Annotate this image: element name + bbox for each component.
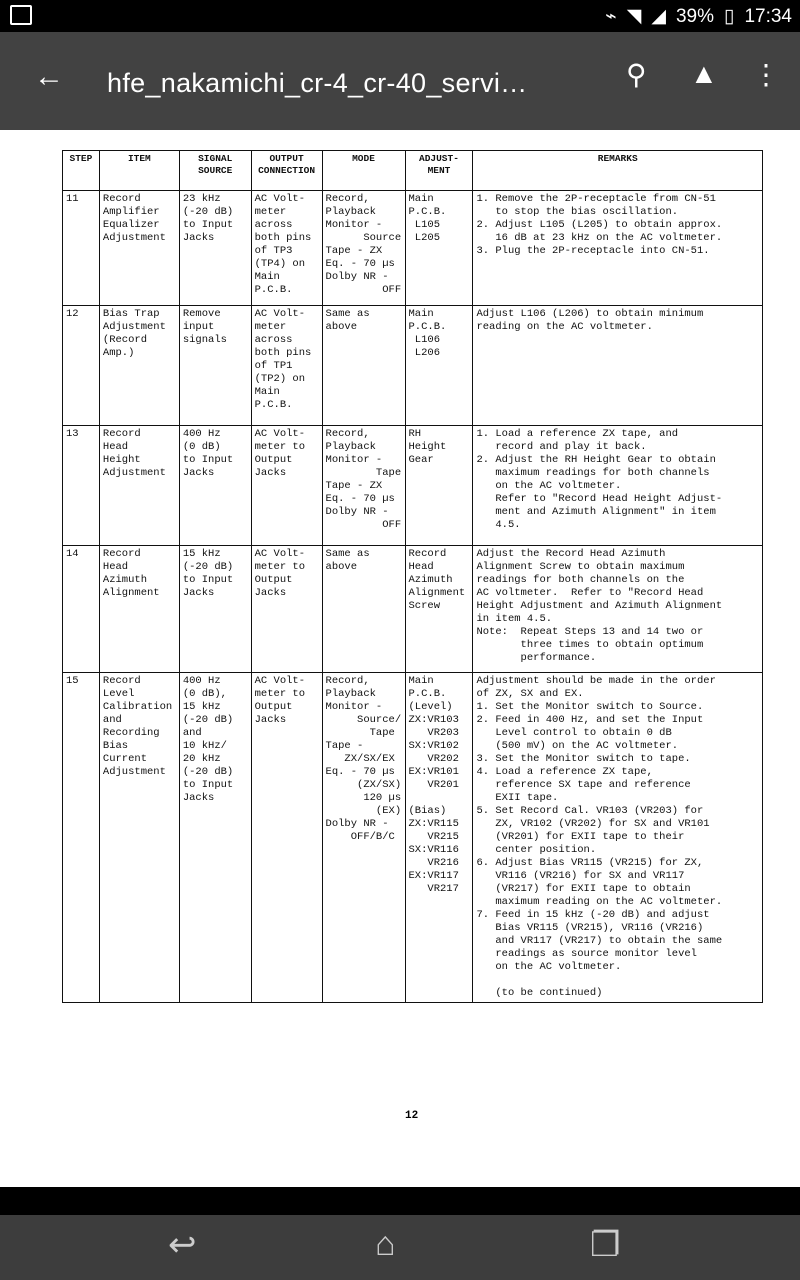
table-cell: Record Head Azimuth Alignment xyxy=(99,546,179,673)
table-cell: Record, Playback Monitor - Source Tape - ZX Eq. - 70 µs Dolby NR - OFF xyxy=(322,191,405,306)
column-header: REMARKS xyxy=(473,151,763,191)
table-cell: 15 kHz (-20 dB) to Input Jacks xyxy=(179,546,251,673)
table-cell: Record Head Azimuth Alignment Screw xyxy=(405,546,473,673)
back-nav-icon[interactable]: ↩ xyxy=(168,1226,197,1264)
table-row xyxy=(63,191,763,306)
table-cell: Record, Playback Monitor - Tape Tape - ZX Eq. - 70 µs Dolby NR - OFF xyxy=(322,426,405,546)
table-cell: Same as above xyxy=(322,546,405,673)
wifi-icon: ◥ xyxy=(626,6,642,27)
table-cell: Adjust the Record Head Azimuth Alignment Screw to obtain maximum readings for both channels on the AC voltmeter. Refer to "Record Head Height Adjustment and Azimuth Alignment in item 4.5. Note: Repeat Steps 13 and 14 two or three times to obtain optimum performance. xyxy=(473,546,763,673)
table-row xyxy=(63,426,763,546)
gallery-notification-icon xyxy=(10,5,32,25)
app-bar xyxy=(0,32,800,130)
table-cell: Adjust L106 (L206) to obtain minimum reading on the AC voltmeter. xyxy=(473,306,763,426)
table-cell: Record, Playback Monitor - Source/ Tape Tape - ZX/SX/EX Eq. - 70 µs (ZX/SX) 120 µs (EX) Dolby NR - OFF/B/C xyxy=(322,673,405,1003)
table-cell: 11 xyxy=(63,191,100,306)
table-cell: AC Volt- meter to Output Jacks xyxy=(251,426,322,546)
column-header: MODE xyxy=(322,151,405,191)
signal-icon: ◢ xyxy=(651,6,666,27)
table-row xyxy=(63,546,763,673)
table-cell: Main P.C.B. L106 L206 xyxy=(405,306,473,426)
home-nav-icon[interactable]: ⌂ xyxy=(375,1225,396,1263)
table-cell: 1. Remove the 2P-receptacle from CN-51 to stop the bias oscillation. 2. Adjust L105 (L205) to obtain approx. 16 dB at 23 kHz on the AC voltmeter. 3. Plug the 2P-receptacle into CN-51. xyxy=(473,191,763,306)
table-cell: Same as above xyxy=(322,306,405,426)
battery-percent: 39% xyxy=(675,5,714,27)
table-cell: AC Volt- meter to Output Jacks xyxy=(251,546,322,673)
table-cell: AC Volt- meter to Output Jacks xyxy=(251,673,322,1003)
column-header: ITEM xyxy=(99,151,179,191)
table-cell: Main P.C.B. (Level) ZX:VR103 VR203 SX:VR102 VR202 EX:VR101 VR201 (Bias) ZX:VR115 VR215 SX:VR116 VR216 EX:VR117 VR217 xyxy=(405,673,473,1003)
overflow-menu-icon[interactable]: ⋮ xyxy=(752,59,780,90)
table-cell: Main P.C.B. L105 L205 xyxy=(405,191,473,306)
adjustment-table xyxy=(62,150,763,1003)
table-cell: Record Amplifier Equalizer Adjustment xyxy=(99,191,179,306)
table-row xyxy=(63,673,763,1003)
table-cell: AC Volt- meter across both pins of TP1 (TP2) on Main P.C.B. xyxy=(251,306,322,426)
column-header: ADJUST- MENT xyxy=(405,151,473,191)
divider xyxy=(0,1187,800,1215)
table-cell: Bias Trap Adjustment (Record Amp.) xyxy=(99,306,179,426)
drive-add-icon[interactable]: ▲ xyxy=(690,58,718,89)
table-cell: Record Level Calibration and Recording Bias Current Adjustment xyxy=(99,673,179,1003)
table-cell: Remove input signals xyxy=(179,306,251,426)
status-bar xyxy=(0,0,800,32)
recents-nav-icon[interactable]: ❐ xyxy=(590,1226,621,1264)
column-header: SIGNAL SOURCE xyxy=(179,151,251,191)
table-cell: 15 xyxy=(63,673,100,1003)
table-row xyxy=(63,306,763,426)
table-cell: AC Volt- meter across both pins of TP3 (TP4) on Main P.C.B. xyxy=(251,191,322,306)
page-number: 12 xyxy=(405,1110,419,1122)
table-cell: 23 kHz (-20 dB) to Input Jacks xyxy=(179,191,251,306)
table-cell: 400 Hz (0 dB), 15 kHz (-20 dB) and 10 kHz/ 20 kHz (-20 dB) to Input Jacks xyxy=(179,673,251,1003)
table-cell: Adjustment should be made in the order of ZX, SX and EX. 1. Set the Monitor switch to Source. 2. Feed in 400 Hz, and set the Input Level control to obtain 0 dB (500 mV) on the AC voltmeter. 3. Set the Monitor switch to tape. 4. Load a reference ZX tape, reference SX tape and reference EXII tape. 5. Set Record Cal. VR103 (VR203) for ZX, VR102 (VR202) for SX and VR101 (VR201) for EXII tape to their center position. 6. Adjust Bias VR115 (VR215) for ZX, VR116 (VR216) for SX and VR117 (VR217) for EXII tape to obtain maximum reading on the AC voltmeter. 7. Feed in 15 kHz (-20 dB) and adjust Bias VR115 (VR215), VR116 (VR216) and VR117 (VR217) to obtain the same readings as source monitor level on the AC voltmeter. (to be continued) xyxy=(473,673,763,1003)
table-cell: 12 xyxy=(63,306,100,426)
back-arrow-icon[interactable]: ← xyxy=(34,60,64,93)
table-cell: 1. Load a reference ZX tape, and record and play it back. 2. Adjust the RH Height Gear to obtain maximum readings for both channels on the AC voltmeter. Refer to "Record Head Height Adjust- ment and Azimuth Alignment" in item 4.5. xyxy=(473,426,763,546)
table-cell: 400 Hz (0 dB) to Input Jacks xyxy=(179,426,251,546)
table-cell: RH Height Gear xyxy=(405,426,473,546)
vibrate-icon: ⌁ xyxy=(605,6,617,27)
search-icon[interactable]: ⚲ xyxy=(626,59,647,90)
table-cell: Record Head Height Adjustment xyxy=(99,426,179,546)
battery-icon: ▯ xyxy=(723,6,735,27)
clock: 17:34 xyxy=(744,5,792,27)
table-cell: 14 xyxy=(63,546,100,673)
document-title: hfe_nakamichi_cr-4_cr-40_servi… xyxy=(107,68,528,98)
table-cell: 13 xyxy=(63,426,100,546)
column-header: OUTPUT CONNECTION xyxy=(251,151,322,191)
navigation-bar xyxy=(0,1215,800,1280)
column-header: STEP xyxy=(63,151,100,191)
